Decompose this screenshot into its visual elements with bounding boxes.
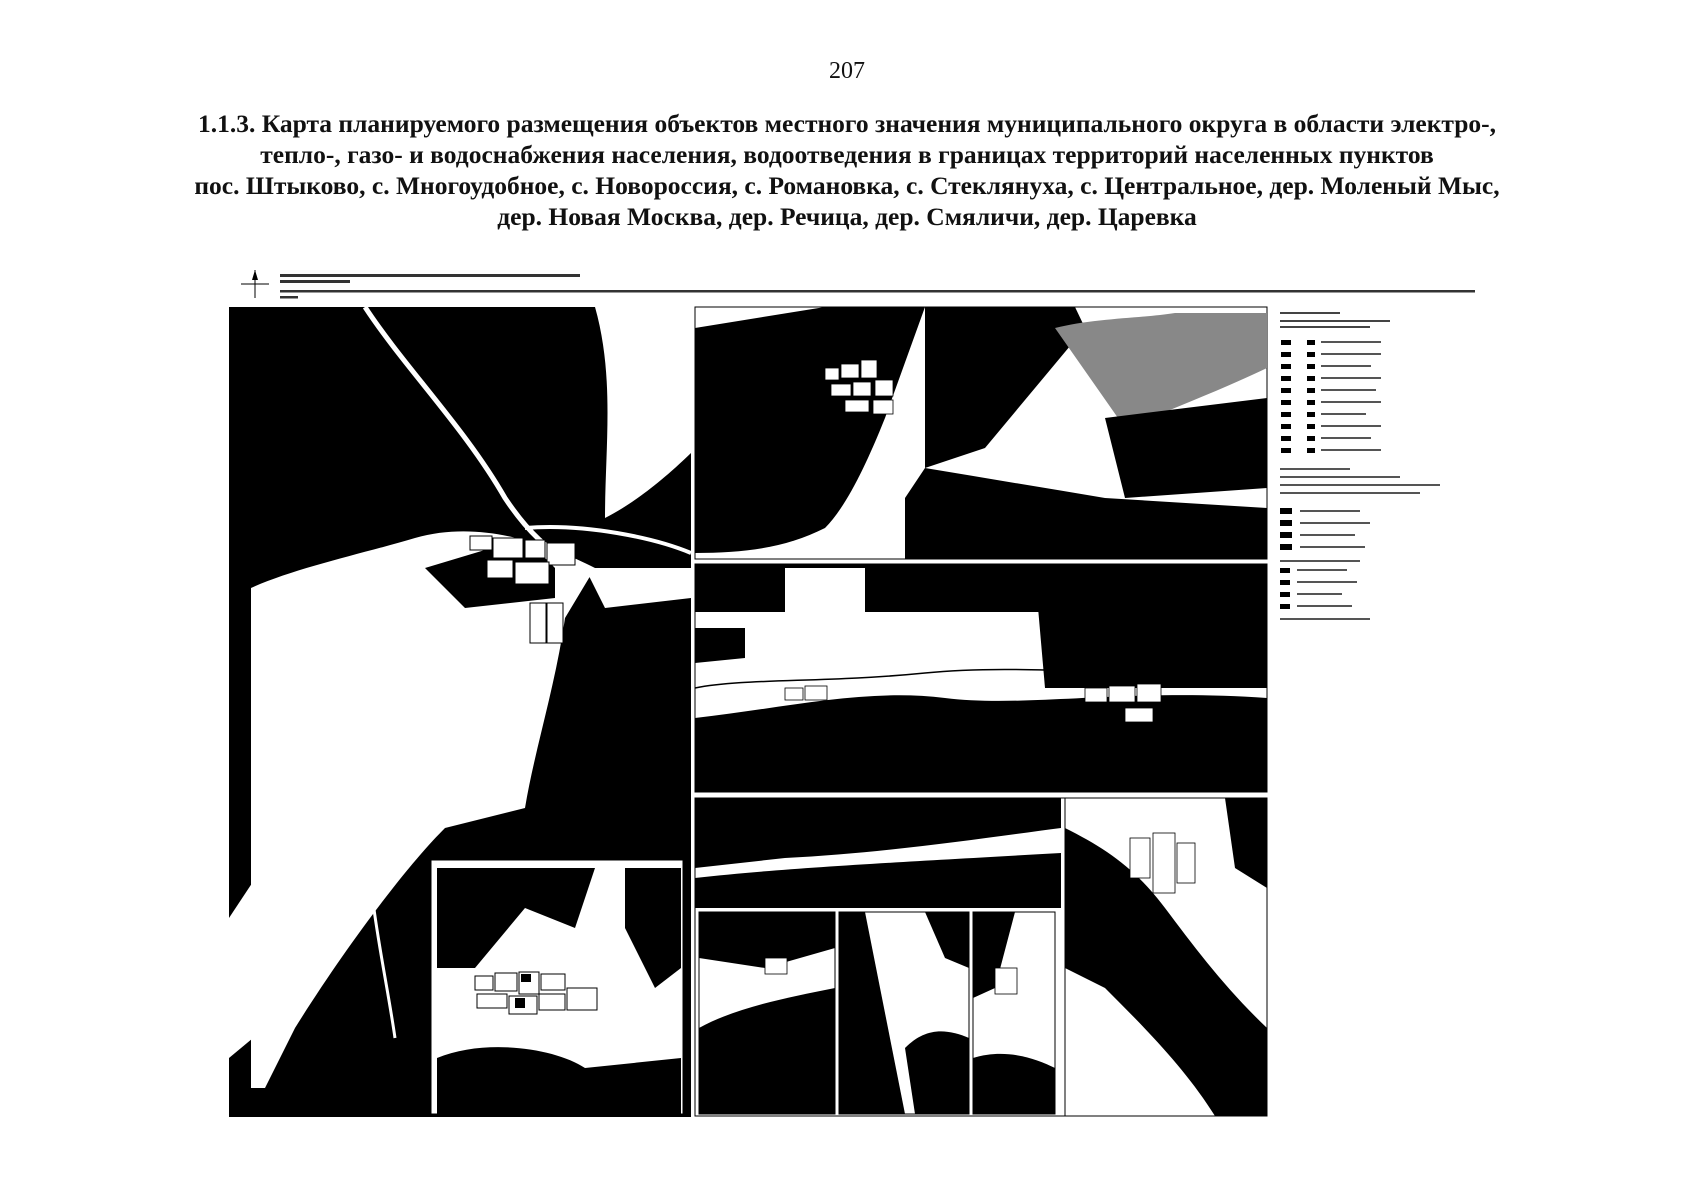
sheet-header-lines [280, 274, 1475, 299]
title-line-2: тепло-, газо- и водоснабжения населения, водоотведения в границах территорий населенных пунктов [260, 140, 1434, 169]
map-panel-bottom-right [695, 798, 1267, 1116]
title-line-3: пос. Штыково, с. Многоудобное, с. Новороссия, с. Романовка, с. Стеклянуха, с. Центральное, дер. Моленый Мыс, [194, 171, 1500, 200]
north-arrow-icon [241, 270, 269, 298]
page-title [60, 108, 1634, 232]
map-panel-left [229, 307, 691, 1117]
legend-panel [1275, 307, 1485, 687]
map-panel-top-right [695, 307, 1267, 559]
map-sheet-drawing [225, 268, 1490, 1118]
title-line-4: дер. Новая Москва, дер. Речица, дер. Смяличи, дер. Царевка [497, 202, 1197, 231]
map-panel-middle-right [695, 564, 1267, 792]
map-sheet [225, 268, 1490, 1118]
page-number: 207 [829, 58, 865, 84]
title-line-1: 1.1.3. Карта планируемого размещения объектов местного значения муниципального округа в области электро-, [197, 109, 1497, 138]
